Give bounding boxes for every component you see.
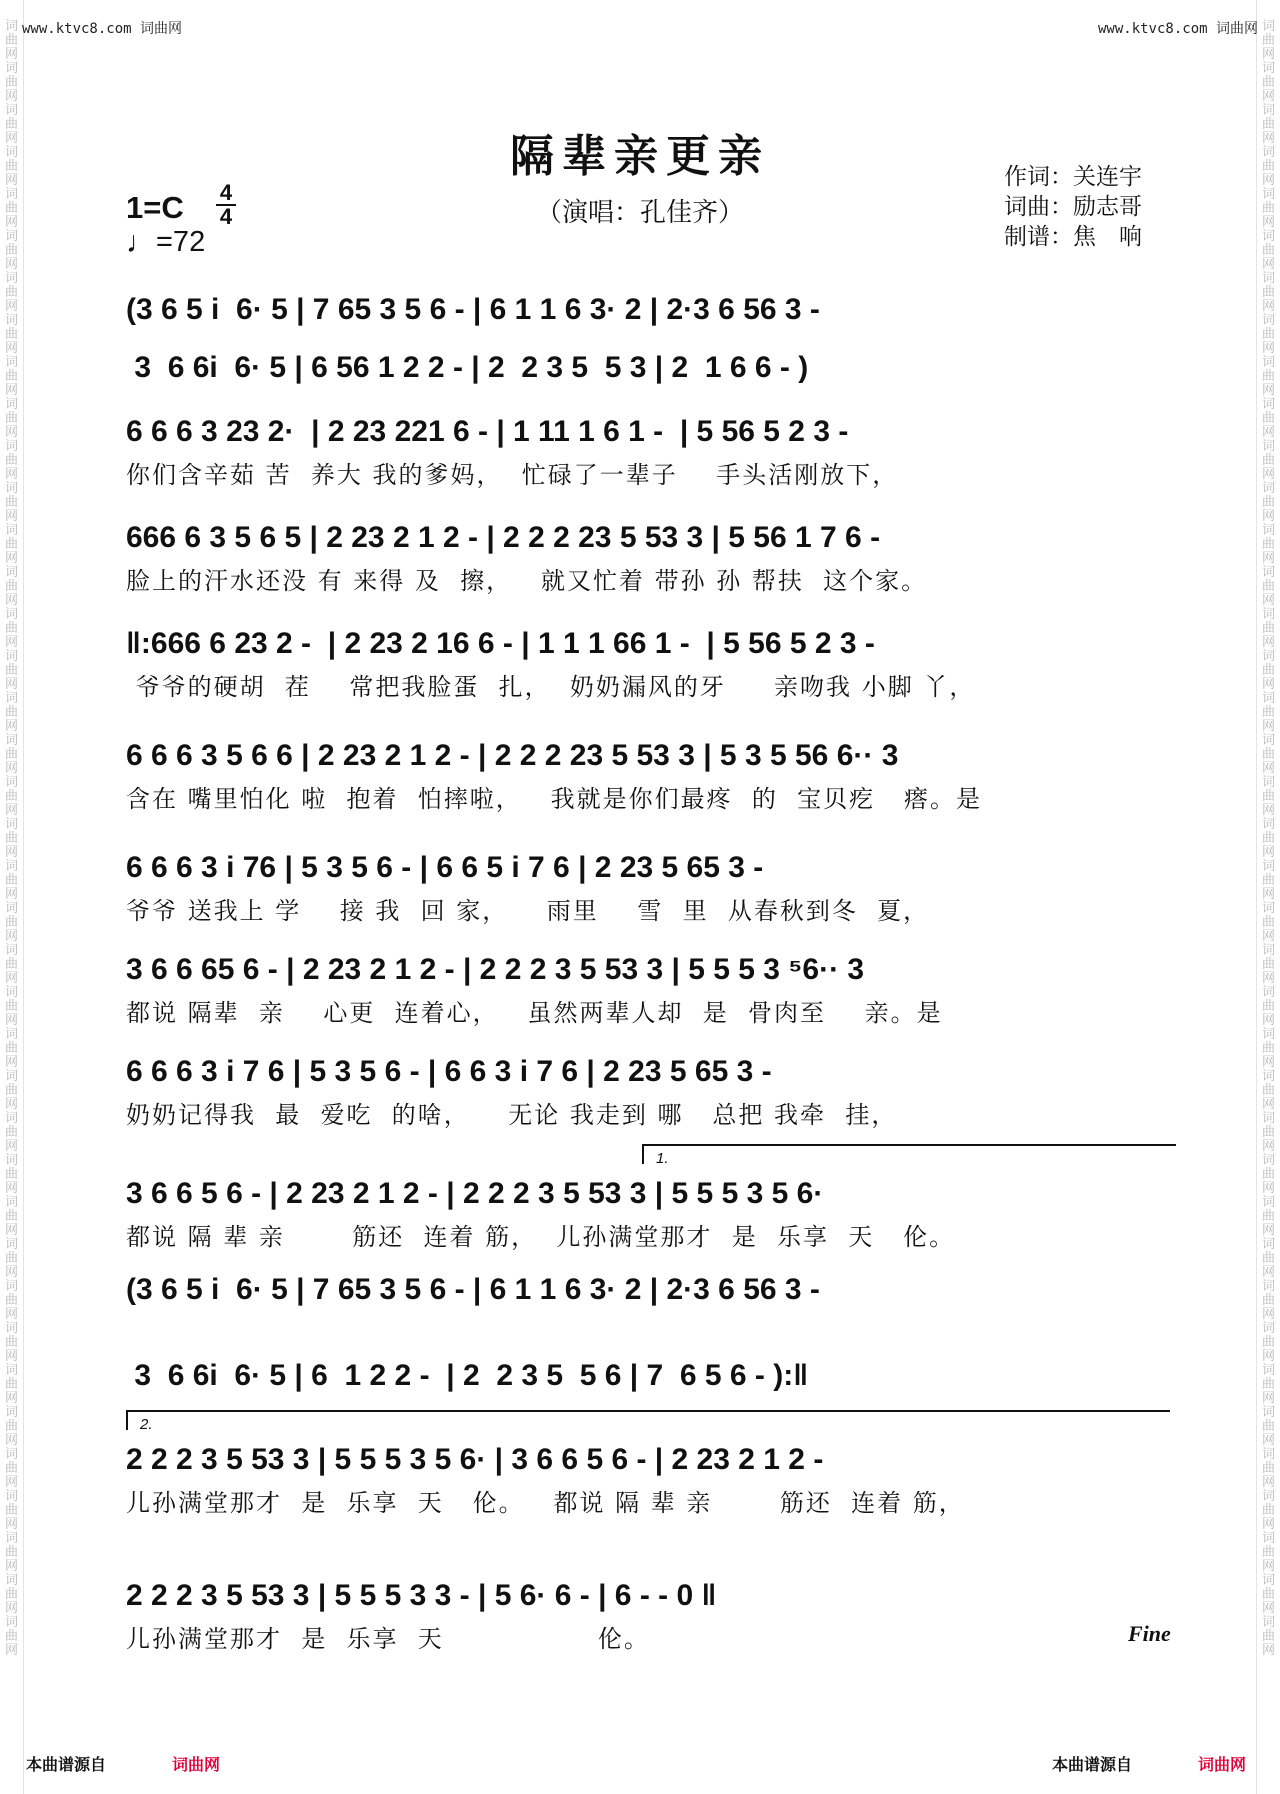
notation-line: 3 6 6 65 6 - | 2 23 2 1 2 - | 2 2 2 3 5 53 3 | 5 5 5 3 ⁵6·· 3 — [126, 953, 865, 986]
notation-line: (3 6 5 i 6· 5 | 7 65 3 5 6 - | 6 1 1 6 3· 2 | 2·3 6 56 3 - — [126, 293, 820, 326]
notation-line: 3 6 6i 6· 5 | 6 1 2 2 - | 2 2 3 5 5 6 | 7 6 5 6 - ):‖ — [126, 1359, 809, 1392]
notation-line: 3 6 6 5 6 - | 2 23 2 1 2 - | 2 2 2 3 5 53 3 | 5 5 5 3 5 6· — [126, 1177, 824, 1210]
tempo-value: =72 — [156, 226, 206, 258]
credits-block — [1004, 162, 1142, 252]
notation-line: 6 6 6 3 23 2· | 2 23 221 6 - | 1 11 1 6 1 - | 5 56 5 2 3 - — [126, 415, 849, 448]
lyric-line: 脸上的汗水还没 有 来得 及 擦， 就又忙着 带孙 孙 帮扶 这个家。 — [126, 567, 928, 595]
notation-line: 6 6 6 3 i 76 | 5 3 5 6 - | 6 6 5 i 7 6 | 2 23 5 65 3 - — [126, 851, 764, 884]
composer-credit: 词曲：励志哥 — [1004, 194, 1142, 220]
notation-line: 3 6 6i 6· 5 | 6 56 1 2 2 - | 2 2 3 5 5 3 | 2 1 6 6 - ) — [126, 351, 809, 384]
notation-line: 666 6 3 5 6 5 | 2 23 2 1 2 - | 2 2 2 23 5 53 3 | 5 56 1 7 6 - — [126, 521, 881, 554]
lyric-line: 含在 嘴里怕化 啦 抱着 怕摔啦， 我就是你们最疼 的 宝贝疙 瘩。是 — [126, 785, 983, 813]
lyricist-credit: 作词：关连宇 — [1004, 164, 1142, 190]
lyric-line: 爷爷 送我上 学 接 我 回 家， 雨里 雪 里 从春秋到冬 夏， — [126, 897, 930, 925]
key-signature: 1=C — [126, 190, 184, 225]
lyric-line: 奶奶记得我 最 爱吃 的啥， 无论 我走到 哪 总把 我牵 挂， — [126, 1101, 898, 1129]
lyric-line: 儿孙满堂那才 是 乐享 天 伦。 都说 隔 辈 亲 筋还 连着 筋， — [126, 1489, 965, 1517]
score-row — [126, 848, 1166, 938]
lyric-line: 儿孙满堂那才 是 乐享 天 伦。 — [126, 1625, 650, 1653]
notation-line: 6 6 6 3 5 6 6 | 2 23 2 1 2 - | 2 2 2 23 5 53 3 | 5 3 5 56 6·· 3 — [126, 739, 899, 772]
time-signature-numerator: 4 — [219, 180, 233, 205]
notation-line: 2 2 2 3 5 53 3 | 5 5 5 3 5 6· | 3 6 6 5 6 - | 2 23 2 1 2 - — [126, 1443, 824, 1476]
quarter-note-icon: ♩ — [126, 226, 156, 260]
source-site-right[interactable]: 词曲网 — [1198, 1755, 1247, 1774]
score-row — [126, 1052, 1166, 1142]
notation-line: ‖:666 6 23 2 - | 2 23 2 16 6 - | 1 1 1 66 1 - | 5 56 5 2 3 - — [126, 627, 875, 660]
source-site-left[interactable]: 词曲网 — [172, 1755, 221, 1774]
score-row — [126, 1576, 1166, 1666]
source-label-left: 本曲谱源自 — [26, 1755, 107, 1774]
time-signature-denominator: 4 — [219, 204, 233, 229]
site-url-top-right[interactable]: www.ktvc8.com 词曲网 — [1097, 21, 1258, 37]
notation-line: 2 2 2 3 5 53 3 | 5 5 5 3 3 - | 5 6· 6 - | 6 - - 0 ‖ — [126, 1579, 717, 1612]
score-row — [126, 624, 1166, 714]
score-row — [126, 1356, 1166, 1446]
notation-line: 6 6 6 3 i 7 6 | 5 3 5 6 - | 6 6 3 i 7 6 | 2 23 5 65 3 - — [126, 1055, 772, 1088]
lyric-line: 你们含辛茹 苦 养大 我的爹妈， 忙碌了一辈子 手头活刚放下， — [126, 461, 899, 489]
side-watermark-right: 词曲网词曲网词曲网词曲网词曲网词曲网词曲网词曲网词曲网词曲网词曲网词曲网词曲网词曲网词曲网词曲网词曲网词曲网词曲网词曲网词曲网词曲网词曲网词曲网词曲网词曲网词曲网词曲网词曲网词曲网词曲网词曲网词曲网词曲网词曲网词曲网词曲网词曲网词曲网 — [1256, 0, 1280, 1794]
score-row — [126, 412, 1166, 502]
engraver-credit: 制谱：焦 响 — [1004, 224, 1142, 250]
score-row — [126, 950, 1166, 1040]
volta-first-ending: 1. — [642, 1144, 1176, 1164]
lyric-line: 爷爷的硬胡 茬 常把我脸蛋 扎， 奶奶漏风的牙 亲吻我 小脚 丫， — [126, 673, 976, 701]
lyric-line: 都说 隔辈 亲 心更 连着心， 虽然两辈人却 是 骨肉至 亲。是 — [126, 999, 943, 1027]
score-row — [126, 1270, 1166, 1360]
source-label-right: 本曲谱源自 — [1052, 1755, 1133, 1774]
song-title: 隔辈亲更亲 — [510, 131, 770, 182]
score-row — [126, 1174, 1166, 1264]
lyric-line: 都说 隔 辈 亲 筋还 连着 筋， 儿孙满堂那才 是 乐享 天 伦。 — [126, 1223, 956, 1251]
time-signature — [216, 182, 236, 228]
volta-second-ending: 2. — [126, 1410, 1170, 1430]
score-row — [126, 518, 1166, 608]
side-watermark-left: 词曲网词曲网词曲网词曲网词曲网词曲网词曲网词曲网词曲网词曲网词曲网词曲网词曲网词曲网词曲网词曲网词曲网词曲网词曲网词曲网词曲网词曲网词曲网词曲网词曲网词曲网词曲网词曲网词曲网词曲网词曲网词曲网词曲网词曲网词曲网词曲网词曲网词曲网词曲网 — [0, 0, 24, 1794]
site-url-top-left[interactable]: www.ktvc8.com 词曲网 — [22, 21, 183, 37]
score-row — [126, 736, 1166, 826]
singer-credit: （演唱：孔佳齐） — [535, 198, 744, 228]
notation-line: (3 6 5 i 6· 5 | 7 65 3 5 6 - | 6 1 1 6 3· 2 | 2·3 6 56 3 - — [126, 1273, 820, 1306]
tempo-marking — [126, 226, 205, 260]
lyric-line — [126, 1316, 1166, 1350]
fine-marking: Fine — [1128, 1621, 1171, 1646]
score-row — [126, 1440, 1166, 1530]
